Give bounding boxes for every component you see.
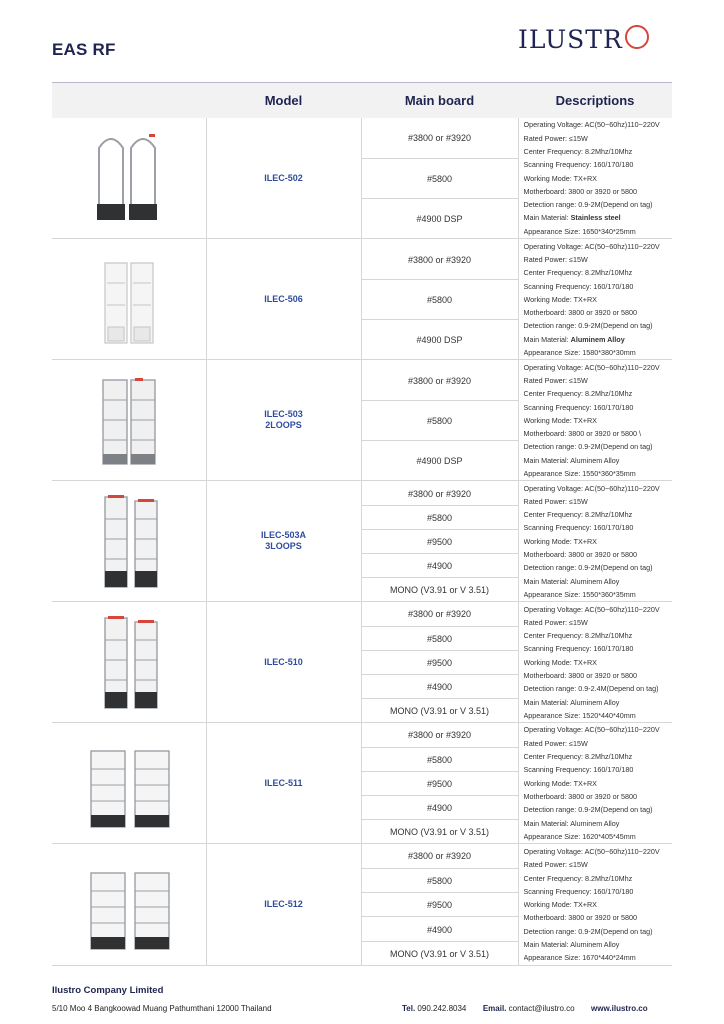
col-header-desc: Descriptions — [518, 83, 672, 118]
description-cell — [518, 602, 672, 723]
description-line: Scanning Frequency: 160/170/180 — [523, 160, 634, 170]
main-board-value: #9500 — [361, 771, 518, 795]
col-header-model: Model — [206, 83, 361, 118]
email-label: Email. — [482, 1004, 507, 1013]
main-board-value: #3800 or #3920 — [361, 239, 518, 279]
eas-gate-image — [69, 491, 189, 591]
description-line: Detection range: 0.9-2M(Depend on tag) — [523, 805, 653, 815]
description-cell — [518, 239, 672, 360]
description-line: Main Material: Aluminem Alloy — [523, 939, 620, 949]
main-board-value: MONO (V3.91 or V 3.51) — [361, 941, 518, 965]
description-line: Scanning Frequency: 160/170/180 — [523, 523, 634, 533]
eas-gate-image — [69, 370, 189, 470]
description-line: Detection range: 0.9-2M(Depend on tag) — [523, 442, 653, 452]
main-board-value: #3800 or #3920 — [361, 118, 518, 158]
model-name: ILEC-502 — [206, 118, 361, 239]
main-board-value: #5800 — [361, 868, 518, 892]
description-line: Center Frequency: 8.2Mhz/10Mhz — [523, 631, 633, 641]
description-line: Motherboard: 3800 or 3920 or 5800 — [523, 791, 637, 801]
main-board-value: #3800 or #3920 — [361, 723, 518, 747]
tel-label: Tel. — [402, 1004, 416, 1013]
description-line: Rated Power: ≤15W — [523, 496, 588, 506]
model-name: ILEC-503 2LOOPS — [206, 360, 361, 481]
main-board-value: #4900 — [361, 917, 518, 941]
model-name: ILEC-512 — [206, 844, 361, 966]
product-image-cell — [52, 360, 206, 481]
main-board-value: #4900 DSP — [361, 320, 518, 360]
main-board-value: #3800 or #3920 — [361, 844, 518, 868]
table-body — [52, 118, 672, 966]
description-line: Main Material: Stainless steel — [523, 213, 621, 223]
description-line: Operating Voltage: AC(50~60hz)110~220V — [523, 846, 660, 856]
main-board-value: #4900 DSP — [361, 199, 518, 239]
description-line: Motherboard: 3800 or 3920 or 5800 — [523, 550, 637, 560]
footer-address: 5/10 Moo 4 Bangkoowad Muang Pathumthani 12000 Thailand — [52, 1004, 272, 1013]
logo-text: ILUSTR — [518, 24, 623, 54]
description-line: Appearance Size: 1670*440*24mm — [523, 953, 636, 963]
description-line: Center Frequency: 8.2Mhz/10Mhz — [523, 389, 633, 399]
table-row — [52, 844, 672, 868]
description-line: Operating Voltage: AC(50~60hz)110~220V — [523, 483, 660, 493]
description-cell — [518, 481, 672, 602]
table-row — [52, 239, 672, 279]
description-line: Main Material: Aluminem Alloy — [523, 576, 620, 586]
description-cell — [518, 118, 672, 239]
main-board-value: #5800 — [361, 747, 518, 771]
description-line: Scanning Frequency: 160/170/180 — [523, 281, 634, 291]
description-line: Appearance Size: 1620*405*45mm — [523, 831, 636, 841]
product-image-cell — [52, 844, 206, 966]
description-line: Working Mode: TX+RX — [523, 778, 597, 788]
description-line: Main Material: Aluminem Alloy — [523, 455, 620, 465]
main-board-value: #5800 — [361, 400, 518, 440]
description-line: Detection range: 0.9-2M(Depend on tag) — [523, 200, 653, 210]
product-image-cell — [52, 239, 206, 360]
description-line: Working Mode: TX+RX — [523, 415, 597, 425]
description-cell — [518, 723, 672, 844]
main-board-value: #5800 — [361, 158, 518, 198]
description-line: Detection range: 0.9-2.4M(Depend on tag) — [523, 684, 659, 694]
description-line: Working Mode: TX+RX — [523, 173, 597, 183]
description-line: Rated Power: ≤15W — [523, 860, 588, 870]
main-board-value: #4900 — [361, 554, 518, 578]
description-line: Working Mode: TX+RX — [523, 536, 597, 546]
email-value[interactable]: contact@ilustro.co — [508, 1004, 575, 1013]
main-board-value: #5800 — [361, 626, 518, 650]
description-line: Motherboard: 3800 or 3920 or 5800 — [523, 671, 637, 680]
description-line: Motherboard: 3800 or 3920 or 5800 \ — [523, 429, 641, 439]
main-board-value: MONO (V3.91 or V 3.51) — [361, 578, 518, 602]
model-name: ILEC-503A 3LOOPS — [206, 481, 361, 602]
main-board-value: #5800 — [361, 279, 518, 319]
description-line: Motherboard: 3800 or 3920 or 5800 — [523, 913, 637, 923]
description-line: Working Mode: TX+RX — [523, 900, 597, 910]
description-line: Scanning Frequency: 160/170/180 — [523, 402, 634, 412]
main-board-value: MONO (V3.91 or V 3.51) — [361, 820, 518, 844]
main-board-value: #9500 — [361, 650, 518, 674]
product-image-cell — [52, 723, 206, 844]
company-logo — [518, 22, 649, 56]
model-name: ILEC-511 — [206, 723, 361, 844]
model-name: ILEC-506 — [206, 239, 361, 360]
eas-gate-image — [69, 612, 189, 712]
main-board-value: #3800 or #3920 — [361, 360, 518, 400]
description-line: Center Frequency: 8.2Mhz/10Mhz — [523, 510, 633, 520]
description-line: Motherboard: 3800 or 3920 or 5800 — [523, 308, 637, 318]
description-line: Appearance Size: 1550*360*35mm — [523, 469, 636, 478]
description-cell — [518, 844, 672, 966]
description-line: Detection range: 0.9-2M(Depend on tag) — [523, 926, 653, 936]
table-row — [52, 602, 672, 626]
description-line: Appearance Size: 1550*360*35mm — [523, 589, 636, 599]
footer-contacts — [402, 1004, 648, 1013]
description-line: Main Material: Aluminem Alloy — [523, 818, 620, 828]
eas-gate-image — [69, 855, 189, 955]
description-line: Operating Voltage: AC(50~60hz)110~220V — [523, 120, 660, 130]
description-line: Center Frequency: 8.2Mhz/10Mhz — [523, 873, 633, 883]
main-board-value: #3800 or #3920 — [361, 481, 518, 505]
description-line: Center Frequency: 8.2Mhz/10Mhz — [523, 268, 633, 278]
description-line: Operating Voltage: AC(50~60hz)110~220V — [523, 604, 660, 614]
description-line: Operating Voltage: AC(50~60hz)110~220V — [523, 362, 660, 372]
description-cell — [518, 360, 672, 481]
main-board-value: #9500 — [361, 893, 518, 917]
description-line: Rated Power: ≤15W — [523, 617, 588, 627]
main-board-value: #5800 — [361, 505, 518, 529]
col-header-board: Main board — [361, 83, 518, 118]
description-line: Detection range: 0.9-2M(Depend on tag) — [523, 321, 653, 331]
product-image-cell — [52, 481, 206, 602]
eas-gate-image — [69, 733, 189, 833]
description-line: Center Frequency: 8.2Mhz/10Mhz — [523, 752, 633, 762]
main-board-value: #4900 — [361, 795, 518, 819]
main-board-value: #3800 or #3920 — [361, 602, 518, 626]
table-row — [52, 118, 672, 158]
description-line: Center Frequency: 8.2Mhz/10Mhz — [523, 147, 633, 156]
table-row — [52, 481, 672, 505]
description-line: Operating Voltage: AC(50~60hz)110~220V — [523, 241, 660, 251]
description-line: Detection range: 0.9-2M(Depend on tag) — [523, 563, 653, 573]
table-row — [52, 723, 672, 747]
description-line: Scanning Frequency: 160/170/180 — [523, 765, 634, 775]
footer-company: Ilustro Company Limited — [52, 985, 164, 996]
description-line: Main Material: Aluminem Alloy — [523, 334, 625, 344]
main-board-value: MONO (V3.91 or V 3.51) — [361, 699, 518, 723]
eas-gate-image — [69, 249, 189, 349]
description-line: Working Mode: TX+RX — [523, 294, 597, 304]
website-link[interactable]: www.ilustro.co — [591, 1004, 648, 1013]
description-line: Rated Power: ≤15W — [523, 738, 588, 748]
main-board-value: #4900 — [361, 674, 518, 698]
product-image-cell — [52, 602, 206, 723]
table-row — [52, 360, 672, 400]
description-line: Appearance Size: 1520*440*40mm — [523, 710, 636, 720]
product-spec-table — [52, 83, 672, 966]
model-name: ILEC-510 — [206, 602, 361, 723]
product-image-cell — [52, 118, 206, 239]
description-line: Scanning Frequency: 160/170/180 — [523, 644, 634, 654]
eas-gate-image — [69, 128, 189, 228]
description-line: Main Material: Aluminem Alloy — [523, 697, 620, 707]
description-line: Rated Power: ≤15W — [523, 254, 588, 264]
tel-value: 090.242.8034 — [417, 1004, 467, 1013]
description-line: Rated Power: ≤15W — [523, 375, 588, 385]
description-line: Motherboard: 3800 or 3920 or 5800 — [523, 186, 637, 196]
table-header-row — [52, 83, 672, 118]
description-line: Appearance Size: 1650*340*25mm — [523, 226, 636, 236]
description-line: Appearance Size: 1580*380*30mm — [523, 348, 636, 358]
description-line: Scanning Frequency: 160/170/180 — [523, 886, 634, 896]
logo-ring-icon — [625, 25, 649, 49]
description-line: Working Mode: TX+RX — [523, 657, 597, 667]
col-header-image — [52, 83, 206, 118]
description-line: Operating Voltage: AC(50~60hz)110~220V — [523, 725, 660, 735]
main-board-value: #9500 — [361, 529, 518, 553]
page-title: EAS RF — [52, 40, 116, 59]
description-line: Rated Power: ≤15W — [523, 133, 588, 143]
main-board-value: #4900 DSP — [361, 441, 518, 481]
